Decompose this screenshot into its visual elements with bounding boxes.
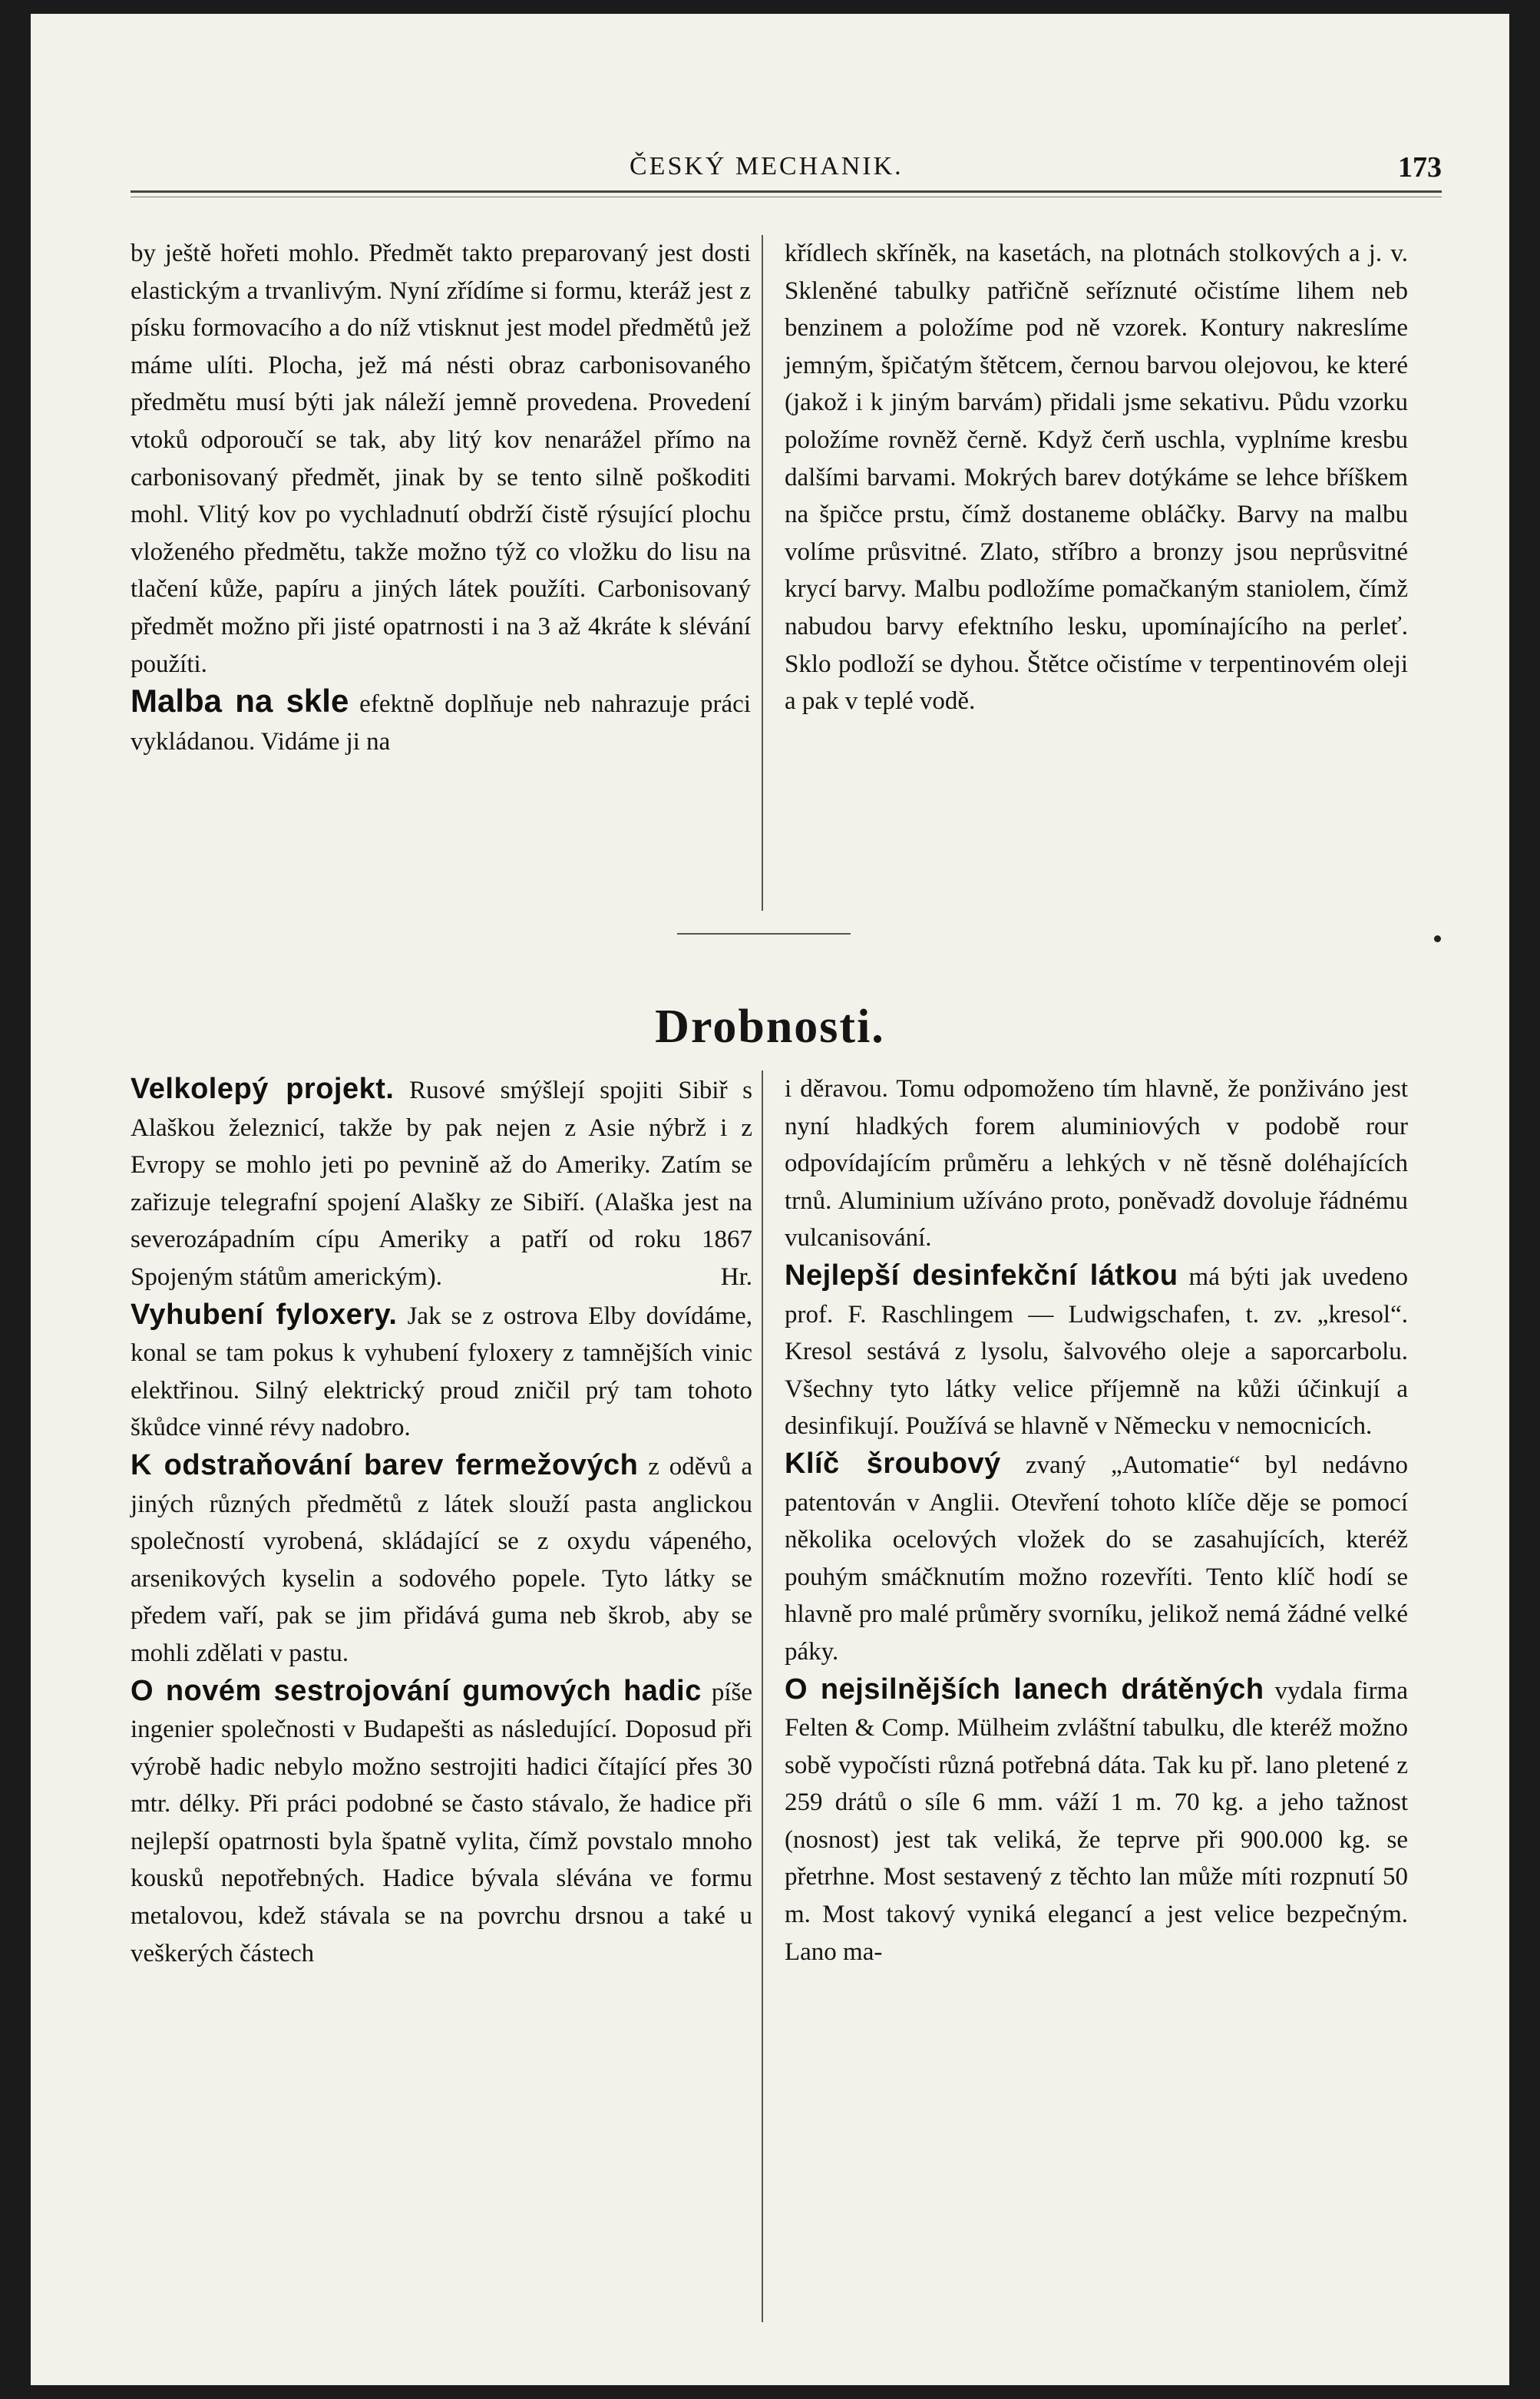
article-text: i děravou. Tomu odpomoženo tím hlavně, že ponživáno jest nyní hladkých forem aluminiových v podobě rour odpovídajícím průměru a lehkých v ně těsně doléhajících trnů. Aluminium užíváno proto, poněvadž dovoluje řádnému vulcanisování. (785, 1075, 1408, 1252)
bottom-right-column (785, 1070, 1408, 1970)
article-heading: Klíč šroubový (785, 1447, 1001, 1480)
top-left-column (131, 235, 751, 760)
paragraph: by ještě hořeti mohlo. Předmět takto preparovaný jest dosti elastickým a trvanlivým. Nyní zřídíme si formu, kteráž jest z písku formovacího a do níž vtisknut jest model předmětů jež máme ulíti. Plocha, jež má nésti obraz carbonisovaného předmětu musí býti jak náleží jemně provedena. Provedení vtoků odporoučí se tak, aby litý kov nenarážel přímo na carbonisovaný předmět, jinak by se tento silně poškoditi mohl. Vlitý kov po vychladnutí obdrží čistě rýsující plochu vloženého předmětu, takže možno týž co vložku do lisu na tlačení kůže, papíru a jiných látek použíti. Carbonisovaný předmět možno při jisté opatrnosti i na 3 až 4kráte k slévání použíti. (131, 240, 751, 678)
article (785, 1070, 1408, 1257)
page-header (31, 146, 1509, 192)
article (131, 1673, 752, 1973)
article-text: má býti jak uvedeno prof. F. Raschlingem — Ludwigschafen, t. zv. „kresol“. Kresol sestává z lysolu, šalvového oleje a saporcarbolu. Všechny tyto látky velice příjemně na kůži účinkují a desinfikují. Používá se hlavně v Německu v nemocnicích. (785, 1262, 1408, 1441)
header-rule (131, 190, 1442, 193)
article-heading: Velkolepý projekt. (131, 1073, 395, 1105)
article-text: zvaný „Automatie“ byl nedávno patentován v Anglii. Otevření tohoto klíče děje se pomocí několika ocelových vložek do se zasahujících, kteréž pouhým smáčknutím možno rozevříti. Tento klíč hodí se hlavně pro malé průměry svorníku, jelikož nemá žádné velké páky. (785, 1451, 1408, 1666)
paragraph: křídlech skříněk, na kasetách, na plotnách stolkových a j. v. Skleněné tabulky patřičně seříznuté očistíme lihem neb benzinem a položíme pod ně vzorek. Kontury nakreslíme jemným, špičatým štětcem, černou barvou olejovou, ke které (jakož i k jiným barvám) přidali jsme sekativu. Půdu vzorku položíme rovněž černě. Když čerň uschla, vyplníme kresbu dalšími barvami. Mokrých barev dotýkáme se lehce bříškem na špičce prstu, čímž dostaneme obláčky. Barvy na malbu volíme průsvitné. Zlato, stříbro a bronzy jsou neprůsvitné krycí barvy. Malbu podložíme pomačkaným staniolem, čímž nabudou barvy efektního lesku, upomínajícího na perleť. Sklo podloží se dyhou. Štětce očistíme v terpentinovém oleji a pak v teplé vodě. (785, 240, 1408, 716)
column-divider (762, 235, 763, 911)
article-heading: Nejlepší desinfekční látkou (785, 1259, 1178, 1292)
article-text: vydala firma Felten & Comp. Mülheim zvláštní tabulku, dle kteréž možno sobě vypočísti různá potřebná dáta. Tak ku př. lano pletené z 259 drátů o síle 6 mm. váží 1 m. 70 kg. a jeho tažnost (nosnost) jest tak veliká, že teprve při 900.000 kg. se přetrhne. Most sestavený z těchto lan může míti rozpnutí 50 m. Most takový vyniká elegancí a jest velice bezpečným. Lano ma- (785, 1676, 1408, 1966)
page-number: 173 (1398, 151, 1442, 184)
article-heading: O novém sestrojování gumových hadic (131, 1674, 702, 1707)
article-text: efektně doplňuje neb nahrazuje práci vykládanou. Vidáme ji na (131, 690, 751, 756)
article (785, 1671, 1408, 1971)
article-signature: Hr. (720, 1262, 752, 1291)
speck (1434, 935, 1441, 942)
scanned-page (31, 14, 1509, 2385)
article-text: Jak se z ostrova Elby dovídáme, konal se tam pokus k vyhubení fyloxery z tamnějších vinic elektřinou. Silný elektrický proud zničil prý tam tohoto škůdce vinné révy nadobro. (131, 1302, 753, 1442)
article (131, 1447, 752, 1673)
article-heading: Malba na skle (131, 683, 349, 720)
article-text: Rusové smýšlejí spojiti Sibiř s Alaškou železnicí, takže by pak nejen z Asie nýbrž i z Evropy se mohlo jeti po pevnině až do Ameriky. Zatím se zařizuje telegrafní spojení Alašky ze Sibiří. (Alaška jest na severozápadním cípu Ameriky a patří od roku 1867 Spojeným státům americkým). (131, 1077, 752, 1291)
article-text: z oděvů a jiných různých předmětů z látek slouží pasta anglickou společností vyrobená, skládající se z oxydu vápeného, arsenikových kyselin a sodového popele. Tyto látky se předem vaří, pak se jim přidává guma neb škrob, aby se mohli zdělati v pastu. (131, 1452, 752, 1667)
top-right-column (785, 235, 1408, 720)
article (131, 1070, 752, 1296)
article-heading: O nejsilnějších lanech drátěných (785, 1673, 1264, 1706)
article-heading: Vyhubení fyloxery. (131, 1298, 398, 1331)
article (131, 1296, 752, 1447)
article-heading: K odstraňování barev fermežových (131, 1448, 639, 1481)
article-text: píše ingenier společnosti v Budapešti as následující. Doposud při výrobě hadic nebylo možno sestrojiti hadici čítající přes 30 mtr. délky. Při práci podobné se často stávalo, že hadice při nejlepší opatrnosti byla špatně vylita, čímž povstalo mnoho kousků nepotřebných. Hadice bývala slévána ve formu metalovou, kdež stávala se na povrchu drsnou a také u veškerých částech (131, 1678, 752, 1967)
section-title: Drobnosti. (655, 1001, 885, 1053)
running-title: ČESKÝ MECHANIK. (630, 152, 904, 180)
paragraph (131, 683, 751, 760)
section-divider (677, 933, 851, 935)
article (785, 1445, 1408, 1671)
column-divider (762, 1070, 763, 2322)
bottom-left-column (131, 1070, 752, 1972)
article (785, 1257, 1408, 1445)
